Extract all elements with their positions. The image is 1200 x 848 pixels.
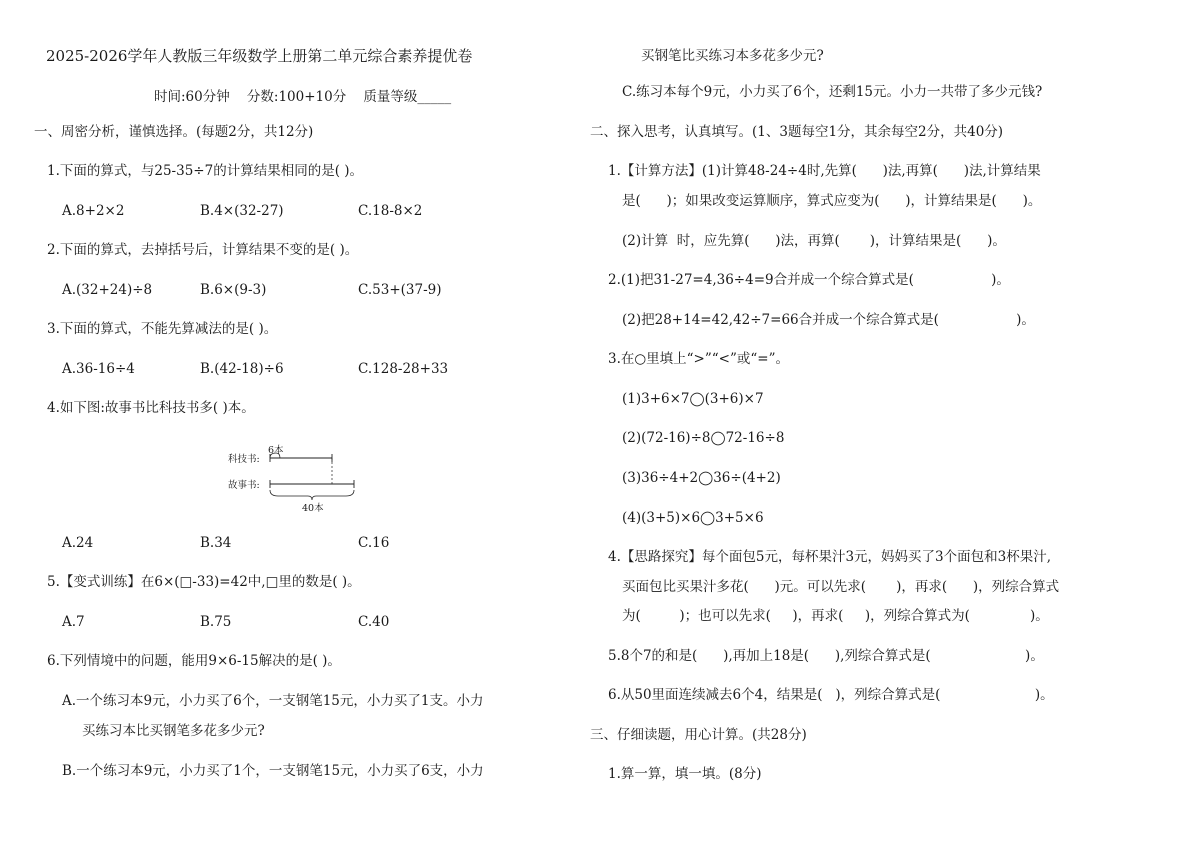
line-segment-diagram <box>222 440 372 516</box>
question-2-1-line2: 是( )；如果改变运算顺序，算式应变为( )，计算结果是( )。 <box>622 193 1042 209</box>
question-1-5-stem: 5.【变式训练】在6×(□-33)=42中,□里的数是( )。 <box>47 574 361 590</box>
q1-5-option-b: B.75 <box>200 614 232 630</box>
q1-6-option-c: C.练习本每个9元，小力买了6个，还剩15元。小力一共带了多少元钱? <box>622 84 1043 100</box>
question-2-3-stem: 3.在○里填上“>”“<”或“=”。 <box>608 351 790 367</box>
q1-3-option-a: A.36-16÷4 <box>62 361 135 377</box>
q1-2-option-a: A.(32+24)÷8 <box>62 282 153 298</box>
q1-6-option-a-line1: A.一个练习本9元，小力买了6个，一支钢笔15元，小力买了1支。小力 <box>62 693 484 709</box>
question-1-1-stem: 1.下面的算式，与25-35÷7的计算结果相同的是( )。 <box>47 163 364 179</box>
diagram-bottom-label: 40本 <box>302 503 324 514</box>
diagram-bottom-brace <box>270 490 354 500</box>
q1-4-option-b: B.34 <box>200 535 232 551</box>
diagram-row1-label: 科技书: <box>228 454 260 465</box>
q1-5-option-c: C.40 <box>358 614 390 630</box>
diagram-row2-label: 故事书: <box>228 480 260 491</box>
question-2-3-item1: (1)3+6×7◯(3+6)×7 <box>622 391 764 407</box>
q1-2-option-b: B.6×(9-3) <box>200 282 267 298</box>
q1-6-option-b-line1: B.一个练习本9元，小力买了1个，一支钢笔15元，小力买了6支，小力 <box>62 763 484 779</box>
q1-6-option-b-line2: 买钢笔比买练习本多花多少元? <box>641 48 824 64</box>
section3-heading: 三、仔细读题，用心计算。(共28分) <box>590 727 807 743</box>
question-3-1: 1.算一算，填一填。(8分) <box>608 766 762 782</box>
section2-heading: 二、探入思考，认真填写。(1、3题每空1分，其余每空2分，共40分) <box>590 124 1004 140</box>
q1-1-option-c: C.18-8×2 <box>358 203 423 219</box>
q1-3-option-b: B.(42-18)÷6 <box>200 361 284 377</box>
q1-5-option-a: A.7 <box>62 614 85 630</box>
question-2-4-line3: 为( )；也可以先求( )，再求( )，列综合算式为( )。 <box>622 608 1049 624</box>
exam-title: 2025-2026学年人教版三年级数学上册第二单元综合素养提优卷 <box>46 47 473 65</box>
section1-heading: 一、周密分析，谨慎选择。(每题2分，共12分) <box>34 124 314 140</box>
question-1-6-stem: 6.下列情境中的问题，能用9×6-15解决的是( )。 <box>47 653 341 669</box>
question-1-2-stem: 2.下面的算式，去掉括号后，计算结果不变的是( )。 <box>47 242 359 258</box>
question-1-4-stem: 4.如下图:故事书比科技书多( )本。 <box>47 400 255 416</box>
q1-6-option-a-line2: 买练习本比买钢笔多花多少元? <box>82 723 265 739</box>
q1-2-option-c: C.53+(37-9) <box>358 282 442 298</box>
diagram-top-label: 6本 <box>268 445 284 456</box>
question-1-3-stem: 3.下面的算式，不能先算减法的是( )。 <box>47 321 278 337</box>
q1-1-option-b: B.4×(32-27) <box>200 203 284 219</box>
question-2-3-item4: (4)(3+5)×6◯3+5×6 <box>622 510 764 526</box>
question-2-4-line2: 买面包比买果汁多花( )元。可以先求( )，再求( )，列综合算式 <box>622 579 1060 595</box>
question-2-1-line1: 1.【计算方法】(1)计算48-24÷4时,先算( )法,再算( )法,计算结果 <box>608 163 1041 179</box>
question-2-3-item2: (2)(72-16)÷8◯72-16÷8 <box>622 430 785 446</box>
exam-info: 时间:60分钟 分数:100+10分 质量等级_____ <box>154 89 452 105</box>
question-2-2-line2: (2)把28+14=42,42÷7=66合并成一个综合算式是( )。 <box>622 312 1035 328</box>
q1-3-option-c: C.128-28+33 <box>358 361 449 377</box>
question-2-1-line3: (2)计算 时，应先算( )法，再算( )，计算结果是( )。 <box>622 233 1006 249</box>
question-2-6: 6.从50里面连续减去6个4，结果是( )，列综合算式是( )。 <box>608 687 1054 703</box>
question-2-3-item3: (3)36÷4+2◯36÷(4+2) <box>622 470 781 486</box>
question-2-2-line1: 2.(1)把31-27=4,36÷4=9合并成一个综合算式是( )。 <box>608 272 1010 288</box>
q1-1-option-a: A.8+2×2 <box>62 203 125 219</box>
question-2-5: 5.8个7的和是( ),再加上18是( ),列综合算式是( )。 <box>608 648 1044 664</box>
q1-4-option-a: A.24 <box>62 535 94 551</box>
question-2-4-line1: 4.【思路探究】每个面包5元，每杯果汁3元，妈妈买了3个面包和3杯果汁, <box>608 549 1052 565</box>
q1-4-option-c: C.16 <box>358 535 390 551</box>
